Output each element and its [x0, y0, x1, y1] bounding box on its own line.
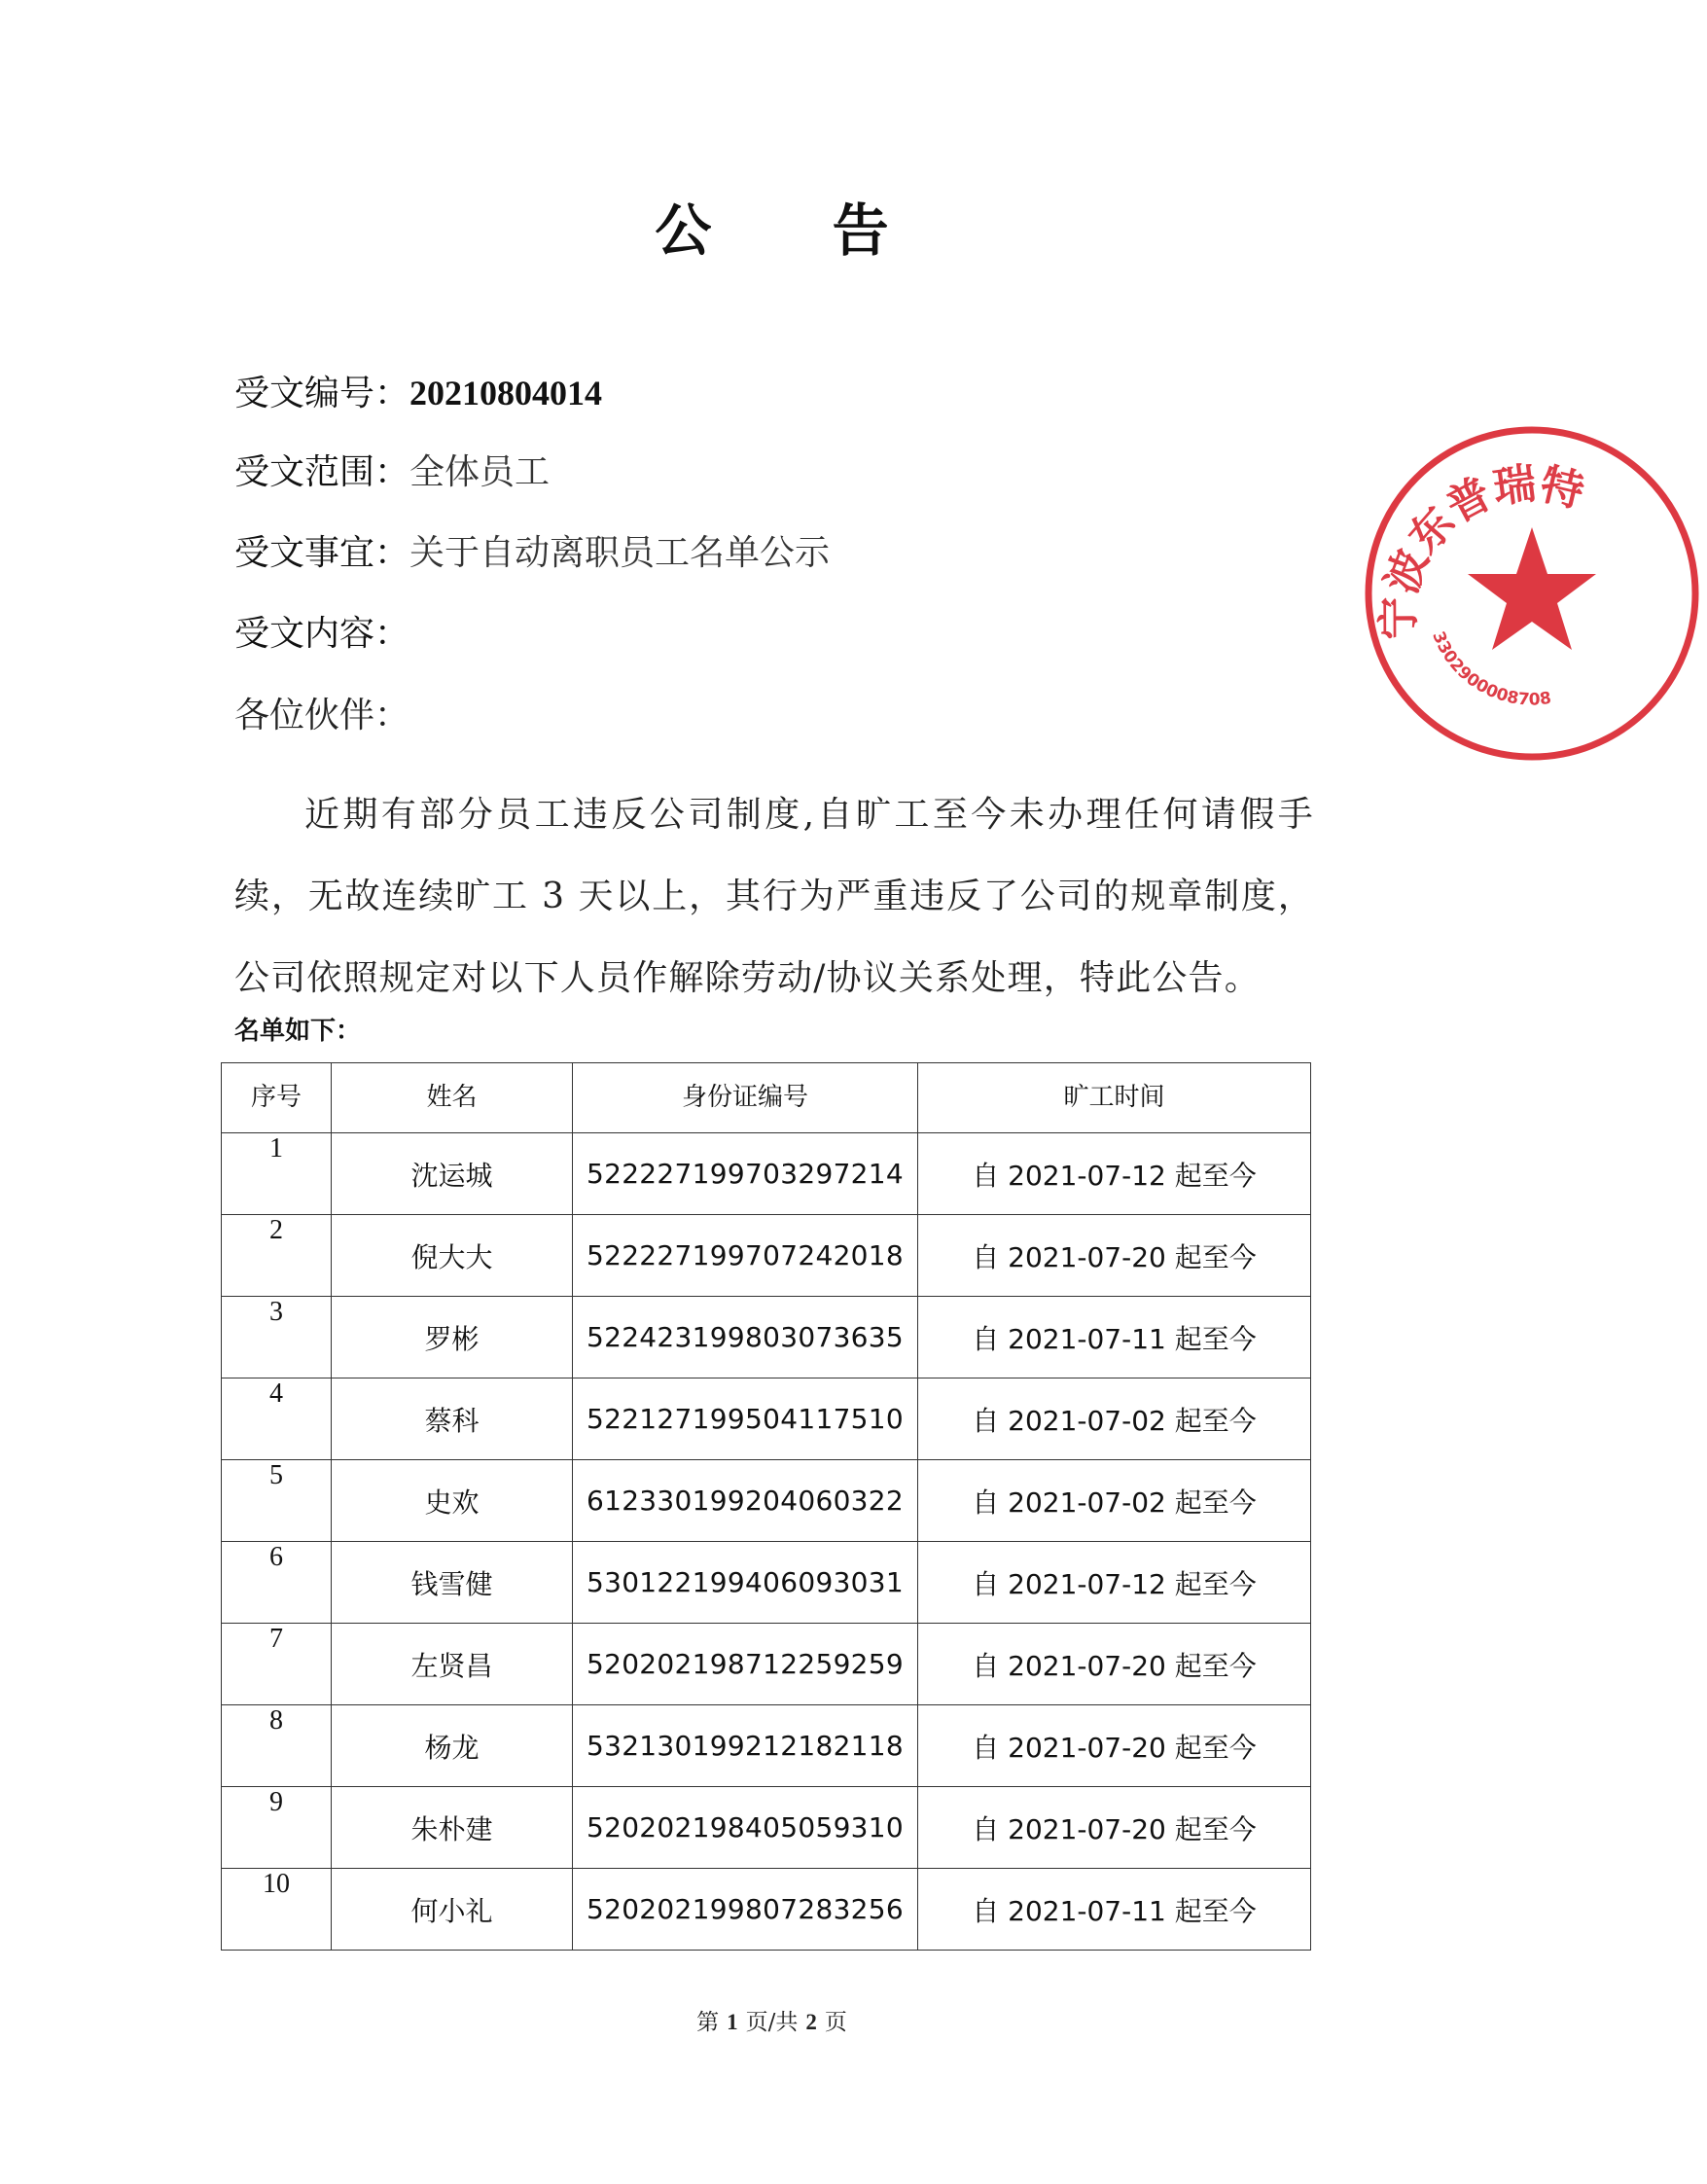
row-number-cell: 8	[222, 1705, 332, 1787]
content-label: 受文内容：	[234, 614, 410, 654]
scope-label: 受文范围：	[234, 452, 410, 492]
table-row	[222, 1215, 1311, 1297]
row-number-cell: 5	[222, 1460, 332, 1542]
row-id-number-cell: 612330199204060322	[573, 1460, 918, 1542]
table-row	[222, 1460, 1311, 1542]
row-absence-period-cell: 自 2021-07-02 起至今	[918, 1460, 1311, 1542]
footer-prefix: 第	[696, 2010, 720, 2035]
table-row	[222, 1705, 1311, 1787]
row-id-number-cell: 522227199703297214	[573, 1133, 918, 1215]
row-name-cell: 沈运城	[332, 1133, 573, 1215]
table-row	[222, 1378, 1311, 1460]
subject-value: 关于自动离职员工名单公示	[409, 533, 831, 573]
doc-number-label: 受文编号：	[234, 374, 410, 413]
header-absence-period: 旷工时间	[918, 1063, 1311, 1133]
greeting: 各位伙伴：	[234, 696, 410, 735]
header-id-number: 身份证编号	[573, 1063, 918, 1133]
row-absence-period-cell: 自 2021-07-11 起至今	[918, 1869, 1311, 1951]
star-icon	[1468, 527, 1596, 650]
seal-number: 3302900008708	[1428, 628, 1553, 710]
row-absence-period-cell: 自 2021-07-20 起至今	[918, 1624, 1311, 1705]
row-name-cell: 杨龙	[332, 1705, 573, 1787]
footer-middle: 页/共	[745, 2010, 799, 2035]
row-id-number-cell: 520202198405059310	[573, 1787, 918, 1869]
row-id-number-cell: 532130199212182118	[573, 1705, 918, 1787]
doc-number-value: 20210804014	[409, 374, 603, 412]
row-name-cell: 朱朴建	[332, 1787, 573, 1869]
page-footer	[0, 2004, 1544, 2036]
row-name-cell: 何小礼	[332, 1869, 573, 1951]
row-name-cell: 罗彬	[332, 1297, 573, 1378]
roster-body	[222, 1133, 1311, 1951]
scope-value: 全体员工	[409, 452, 551, 492]
footer-suffix: 页	[824, 2010, 847, 2035]
header-name: 姓名	[332, 1063, 573, 1133]
row-id-number-cell: 522423199803073635	[573, 1297, 918, 1378]
row-absence-period-cell: 自 2021-07-11 起至今	[918, 1297, 1311, 1378]
table-row	[222, 1297, 1311, 1378]
row-number-cell: 10	[222, 1869, 332, 1951]
seal-company-name: 宁波东普瑞特	[1373, 458, 1589, 640]
table-row	[222, 1624, 1311, 1705]
row-id-number-cell: 522127199504117510	[573, 1378, 918, 1460]
row-number-cell: 1	[222, 1133, 332, 1215]
row-number-cell: 4	[222, 1378, 332, 1460]
table-row	[222, 1542, 1311, 1624]
row-id-number-cell: 530122199406093031	[573, 1542, 918, 1624]
row-id-number-cell: 522227199707242018	[573, 1215, 918, 1297]
seal-number-text	[1428, 628, 1552, 709]
row-absence-period-cell: 自 2021-07-20 起至今	[918, 1705, 1311, 1787]
row-number-cell: 9	[222, 1787, 332, 1869]
row-absence-period-cell: 自 2021-07-02 起至今	[918, 1378, 1311, 1460]
row-number-cell: 7	[222, 1624, 332, 1705]
row-id-number-cell: 520202198712259259	[573, 1624, 918, 1705]
row-name-cell: 蔡科	[332, 1378, 573, 1460]
row-name-cell: 倪大大	[332, 1215, 573, 1297]
roster-table	[221, 1062, 1311, 1951]
scope-row	[234, 451, 550, 494]
header-no: 序号	[222, 1063, 332, 1133]
table-row	[222, 1787, 1311, 1869]
row-absence-period-cell: 自 2021-07-20 起至今	[918, 1787, 1311, 1869]
doc-number-row	[234, 372, 602, 415]
footer-page-number: 1	[727, 2010, 738, 2034]
row-number-cell: 2	[222, 1215, 332, 1297]
company-seal	[1357, 418, 1707, 769]
subject-label: 受文事宜：	[234, 533, 410, 573]
table-row	[222, 1133, 1311, 1215]
subject-row	[234, 532, 830, 575]
table-row	[222, 1869, 1311, 1951]
row-name-cell: 史欢	[332, 1460, 573, 1542]
row-number-cell: 3	[222, 1297, 332, 1378]
footer-total-pages: 2	[805, 2010, 817, 2034]
row-absence-period-cell: 自 2021-07-20 起至今	[918, 1215, 1311, 1297]
row-number-cell: 6	[222, 1542, 332, 1624]
row-id-number-cell: 520202199807283256	[573, 1869, 918, 1951]
row-name-cell: 钱雪健	[332, 1542, 573, 1624]
list-intro: 名单如下：	[234, 1017, 362, 1046]
page-title: 公 告	[655, 197, 940, 264]
content-row	[234, 613, 409, 656]
announcement-body: 近期有部分员工违反公司制度,自旷工至今未办理任何请假手续，无故连续旷工 3 天以上，其行为严重违反了公司的规章制度，公司依照规定对以下人员作解除劳动/协议关系处理，特此公告。	[234, 795, 1314, 998]
row-absence-period-cell: 自 2021-07-12 起至今	[918, 1542, 1311, 1624]
table-header-row	[222, 1063, 1311, 1133]
row-absence-period-cell: 自 2021-07-12 起至今	[918, 1133, 1311, 1215]
row-name-cell: 左贤昌	[332, 1624, 573, 1705]
